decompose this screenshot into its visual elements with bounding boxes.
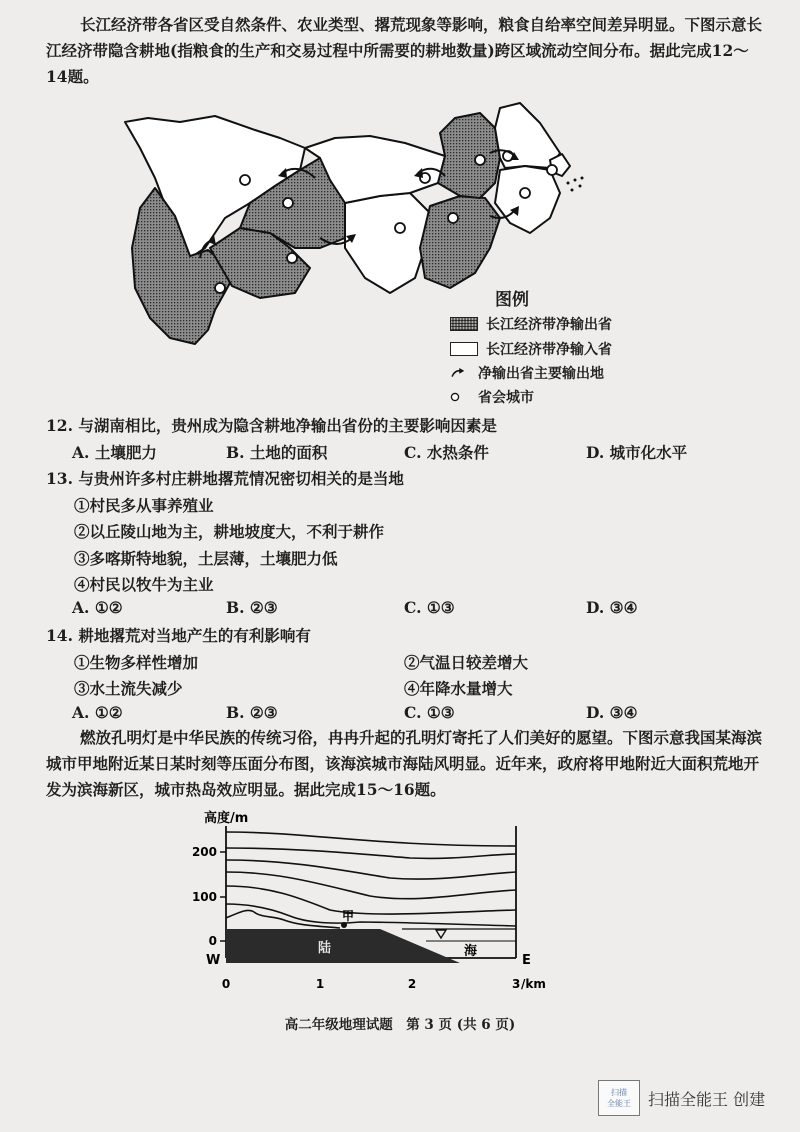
sea-label: 海 bbox=[464, 944, 478, 959]
capital-shanghai bbox=[547, 165, 557, 175]
isobaric-surface-diagram bbox=[190, 808, 550, 1008]
province-hunan-import bbox=[345, 193, 430, 293]
q14-option-b[interactable]: B. ②③ bbox=[226, 703, 278, 722]
legend-item-import: 长江经济带净输入省 bbox=[450, 338, 612, 360]
capital-nanchang bbox=[448, 213, 458, 223]
island-dot bbox=[567, 182, 570, 185]
q13-item-2: ②以丘陵山地为主，耕地坡度大，不利于耕作 bbox=[74, 522, 385, 541]
q13-option-d[interactable]: D. ③④ bbox=[586, 598, 638, 617]
q14-item-2: ②气温日较差增大 bbox=[404, 653, 529, 672]
scanner-watermark bbox=[598, 1080, 765, 1116]
isobar-line bbox=[226, 848, 516, 858]
q14-option-c[interactable]: C. ①③ bbox=[404, 703, 455, 722]
isobar-line bbox=[226, 904, 516, 926]
hatched-box-icon bbox=[450, 317, 478, 331]
q14-item-3: ③水土流失减少 bbox=[74, 679, 183, 698]
y-axis-label: 高度/m bbox=[204, 811, 249, 826]
capital-kunming bbox=[215, 283, 225, 293]
q12-option-b[interactable]: B. 土地的面积 bbox=[226, 443, 328, 462]
isobar-line bbox=[226, 860, 516, 879]
capital-changsha bbox=[395, 223, 405, 233]
legend-item-capital: 省会城市 bbox=[450, 386, 534, 408]
island-dot bbox=[571, 189, 574, 192]
legend-item-arrow: 净输出省主要输出地 bbox=[450, 362, 604, 384]
q13-option-c[interactable]: C. ①③ bbox=[404, 598, 455, 617]
island-dot bbox=[581, 177, 584, 180]
east-label: E bbox=[522, 953, 531, 968]
q14-option-d[interactable]: D. ③④ bbox=[586, 703, 638, 722]
province-anhui-export bbox=[438, 113, 500, 198]
province-zhejiang-import bbox=[495, 166, 560, 233]
q12-option-a[interactable]: A. 土壤肥力 bbox=[72, 443, 157, 462]
isobar-line bbox=[226, 832, 516, 846]
capital-hangzhou bbox=[520, 188, 530, 198]
q13-item-3: ③多喀斯特地貌，土层薄，土壤肥力低 bbox=[74, 549, 338, 568]
q13-item-1: ①村民多从事养殖业 bbox=[74, 496, 214, 515]
x-tick-label: 0 bbox=[221, 977, 231, 991]
scanner-logo-line-2: 全能王 bbox=[607, 1099, 631, 1108]
q14-item-4: ④年降水量增大 bbox=[404, 679, 513, 698]
q14-option-a[interactable]: A. ①② bbox=[72, 703, 123, 722]
y-tick-label: 0 bbox=[208, 934, 217, 948]
question-14-stem: 14. 耕地撂荒对当地产生的有利影响有 bbox=[46, 626, 311, 645]
page-footer: 高二年级地理试题 第 3 页 (共 6 页) bbox=[284, 1017, 516, 1033]
q13-item-4: ④村民以牧牛为主业 bbox=[74, 575, 214, 594]
q14-item-1: ①生物多样性增加 bbox=[74, 653, 199, 672]
scanner-logo-line-1: 扫描 bbox=[611, 1088, 627, 1097]
q12-option-d[interactable]: D. 城市化水平 bbox=[586, 443, 688, 462]
water-level-icon bbox=[436, 930, 446, 938]
land-block bbox=[226, 929, 460, 963]
capital-chongqing bbox=[283, 198, 293, 208]
intro-paragraph-1: 长江经济带各省区受自然条件、农业类型、撂荒现象等影响，粮食自给率空间差异明显。下图示意长江经济带隐含耕地(指粮食的生产和交易过程中所需要的耕地数量)跨区域流动空间分布。据此完成12～14题。 bbox=[46, 15, 763, 86]
intro-paragraph-2: 燃放孔明灯是中华民族的传统习俗，冉冉升起的孔明灯寄托了人们美好的愿望。下图示意我国某海滨城市甲地附近某日某时刻等压面分布图，该海滨城市海陆风明显。近年来，政府将甲地附近大面积荒地开发为滨海新区，城市热岛效应明显。据此完成15～16题。 bbox=[46, 728, 763, 799]
q12-option-c[interactable]: C. 水热条件 bbox=[404, 443, 489, 462]
point-jia-label: 甲 bbox=[342, 909, 355, 923]
capital-guiyang bbox=[287, 253, 297, 263]
legend-title: 图例 bbox=[495, 290, 529, 310]
y-tick-label: 100 bbox=[191, 890, 217, 904]
circle-icon bbox=[450, 390, 470, 404]
white-box-icon bbox=[450, 342, 478, 356]
question-12-stem: 12. 与湖南相比，贵州成为隐含耕地净输出省份的主要影响因素是 bbox=[46, 416, 497, 435]
scanner-text: 扫描全能王 创建 bbox=[648, 1089, 766, 1109]
arrow-icon bbox=[450, 366, 470, 380]
west-label: W bbox=[206, 953, 221, 968]
y-tick-label: 200 bbox=[191, 845, 217, 859]
q13-option-a[interactable]: A. ①② bbox=[72, 598, 123, 617]
island-dot bbox=[574, 179, 577, 182]
land-label: 陆 bbox=[318, 941, 332, 956]
scanner-logo bbox=[598, 1080, 640, 1116]
q13-option-b[interactable]: B. ②③ bbox=[226, 598, 278, 617]
question-13-stem: 13. 与贵州许多村庄耕地撂荒情况密切相关的是当地 bbox=[46, 469, 404, 488]
x-axis-unit: /km bbox=[521, 977, 546, 991]
province-jiangxi-export bbox=[420, 196, 500, 288]
x-tick-label: 1 bbox=[315, 977, 325, 991]
x-tick-label: 2 bbox=[407, 977, 417, 991]
legend-item-export: 长江经济带净输出省 bbox=[450, 313, 612, 335]
capital-hefei bbox=[475, 155, 485, 165]
capital-chengdu bbox=[240, 175, 250, 185]
x-tick-label: 3 bbox=[512, 977, 521, 991]
island-dot bbox=[579, 185, 582, 188]
